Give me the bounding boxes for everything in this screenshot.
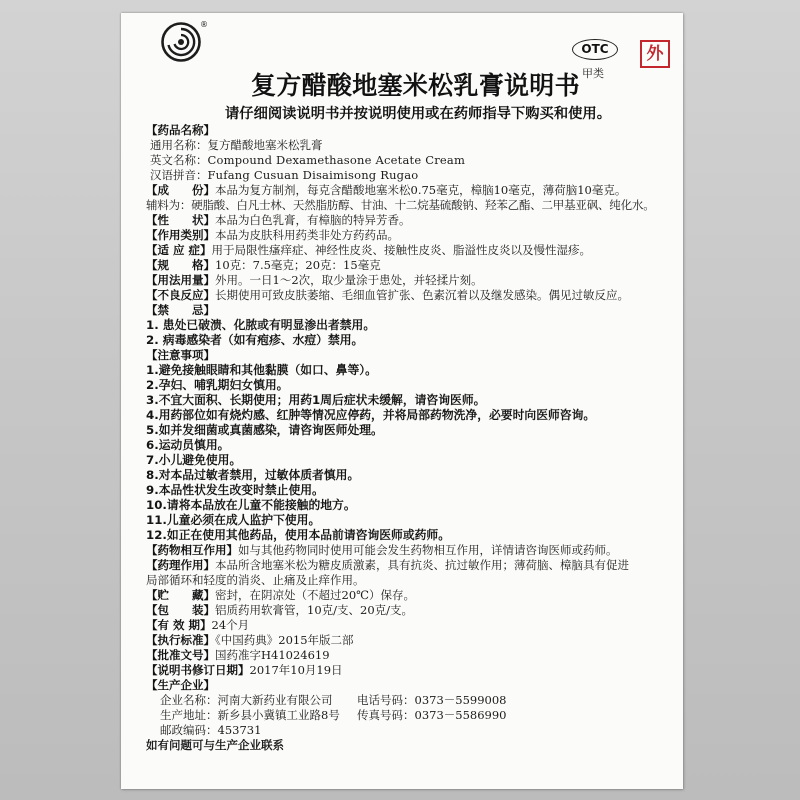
precautions-header: 【注意事项】 [146, 348, 215, 362]
composition-header: 【成 份】 [146, 183, 215, 197]
approval-line [146, 648, 670, 663]
excipients-text: 辅料为：硬脂酸、白凡士林、天然脂肪醇、甘油、十二烷基硫酸钠、羟苯乙酯、二甲基亚砜、纯化水。 [146, 198, 655, 212]
manufacturer-fax-label: 传真号码： [357, 708, 415, 722]
contraindications-header: 【禁 忌】 [146, 303, 215, 317]
manufacturer-address-label: 生产地址： [160, 708, 218, 722]
list-item: 2.孕妇、哺乳期妇女慎用。 [146, 378, 289, 392]
specification-line [146, 258, 670, 273]
interactions-header: 【药物相互作用】 [146, 543, 238, 557]
drug-name-header: 【药品名称】 [146, 123, 215, 137]
validity-header: 【有 效 期】 [146, 618, 212, 632]
manufacturer-fax [357, 708, 506, 723]
external-use-mark: 外 [640, 40, 670, 68]
contraindications-section [146, 303, 670, 318]
list-item: 1.避免接触眼睛和其他黏膜（如口、鼻等）。 [146, 363, 377, 377]
pharmacology-text-continued: 局部循环和轻度的消炎、止痛及止痒作用。 [146, 573, 365, 587]
contact-note: 如有问题可与生产企业联系 [146, 738, 284, 752]
manufacturer-address-row [146, 708, 670, 723]
otc-class-label: 甲类 [582, 67, 604, 80]
validity-line [146, 618, 670, 633]
appearance-text: 本品为白色乳膏，有樟脑的特异芳香。 [215, 213, 411, 227]
manufacturer-address [160, 708, 357, 723]
list-item: 10.请将本品放在儿童不能接触的地方。 [146, 498, 356, 512]
package-text: 铝质药用软膏管，10克/支、20克/支。 [215, 603, 414, 617]
composition-line [146, 183, 670, 198]
dosage-text: 外用。一日1～2次，取少量涂于患处，并轻揉片刻。 [215, 273, 483, 287]
list-item: 11.儿童必须在成人监护下使用。 [146, 513, 321, 527]
validity-text: 24个月 [211, 618, 250, 632]
manufacturer-name-value: 河南大新药业有限公司 [217, 693, 333, 707]
list-item: 4.用药部位如有烧灼感、红肿等情况应停药，并将局部药物洗净，必要时向医师咨询。 [146, 408, 596, 422]
manufacturer-phone-label: 电话号码： [357, 693, 415, 707]
pharmacology-text: 本品所含地塞米松为糖皮质激素，具有抗炎、抗过敏作用；薄荷脑、樟脑具有促进 [215, 558, 629, 572]
approval-text: 国药准字H41024619 [215, 648, 330, 662]
list-item: 3.不宜大面积、长期使用；用药1周后症状未缓解，请咨询医师。 [146, 393, 486, 407]
leaflet-body [146, 123, 670, 753]
pinyin-name-value: Fufang Cusuan Disaimisong Rugao [207, 168, 419, 182]
instruction-leaflet [121, 13, 683, 789]
pinyin-name-line [146, 168, 670, 183]
list-item: 7.小儿避免使用。 [146, 453, 242, 467]
pinyin-name-label: 汉语拼音： [150, 168, 208, 182]
interactions-text: 如与其他药物同时使用可能会发生药物相互作用，详情请咨询医师或药师。 [238, 543, 618, 557]
standard-text: 《中国药典》2015年版二部 [215, 633, 354, 647]
appearance-line [146, 213, 670, 228]
manufacturer-postcode-row [146, 723, 670, 738]
manufacturer-fax-value: 0373－5586990 [414, 708, 507, 722]
dosage-header: 【用法用量】 [146, 273, 215, 287]
storage-line [146, 588, 670, 603]
indications-text: 用于局限性瘙痒症、神经性皮炎、接触性皮炎、脂溢性皮炎以及慢性湿疹。 [211, 243, 592, 257]
english-name-value: Compound Dexamethasone Acetate Cream [207, 153, 466, 167]
pharmacology-line-continued [146, 573, 670, 588]
list-item: 2. 病毒感染者（如有疱疹、水痘）禁用。 [146, 333, 364, 347]
manufacturer-header: 【生产企业】 [146, 678, 215, 692]
list-item: 6.运动员慎用。 [146, 438, 230, 452]
registered-mark: ® [200, 20, 208, 29]
list-item: 5.如并发细菌或真菌感染，请咨询医师处理。 [146, 423, 383, 437]
manufacturer-postcode-label: 邮政编码： [160, 723, 218, 737]
category-line [146, 228, 670, 243]
package-line [146, 603, 670, 618]
adverse-reactions-text: 长期使用可致皮肤萎缩、毛细血管扩张、色素沉着以及继发感染。偶见过敏反应。 [215, 288, 629, 302]
adverse-reactions-line [146, 288, 670, 303]
drug-name-section [146, 123, 670, 138]
reading-notice: 请仔细阅读说明书并按说明使用或在药师指导下购买和使用。 [225, 106, 612, 122]
indications-header: 【适 应 症】 [146, 243, 212, 257]
revision-header: 【说明书修订日期】 [146, 663, 250, 677]
manufacturer-section [146, 678, 670, 693]
company-logo-icon [160, 21, 202, 63]
appearance-header: 【性 状】 [146, 213, 215, 227]
list-item: 8.对本品过敏者禁用，过敏体质者慎用。 [146, 468, 360, 482]
manufacturer-phone [357, 693, 506, 708]
generic-name-label: 通用名称： [150, 138, 208, 152]
category-header: 【作用类别】 [146, 228, 215, 242]
pharmacology-line [146, 558, 670, 573]
specification-text: 10克：7.5毫克；20克：15毫克 [215, 258, 381, 272]
manufacturer-name-label: 企业名称： [160, 693, 218, 707]
list-item: 12.如正在使用其他药品，使用本品前请咨询医师或药师。 [146, 528, 451, 542]
revision-line [146, 663, 670, 678]
english-name-line [146, 153, 670, 168]
manufacturer-phone-value: 0373－5599008 [414, 693, 507, 707]
composition-text: 本品为复方制剂，每克含醋酸地塞米松0.75毫克，樟脑10毫克，薄荷脑10毫克。 [215, 183, 627, 197]
category-text: 本品为皮肤科用药类非处方药药品。 [215, 228, 399, 242]
standard-header: 【执行标准】 [146, 633, 215, 647]
list-item: 9.本品性状发生改变时禁止使用。 [146, 483, 324, 497]
storage-header: 【贮 藏】 [146, 588, 215, 602]
generic-name-value: 复方醋酸地塞米松乳膏 [207, 138, 323, 152]
indications-line [146, 243, 670, 258]
english-name-label: 英文名称： [150, 153, 208, 167]
specification-header: 【规 格】 [146, 258, 215, 272]
manufacturer-name-row [146, 693, 670, 708]
precautions-section [146, 348, 670, 363]
manufacturer-address-value: 新乡县小冀镇工业路8号 [217, 708, 340, 722]
pharmacology-header: 【药理作用】 [146, 558, 215, 572]
generic-name-line [146, 138, 670, 153]
excipients-line [146, 198, 670, 213]
page-title: 复方醋酸地塞米松乳膏说明书 [251, 71, 580, 100]
revision-text: 2017年10月19日 [249, 663, 343, 677]
manufacturer-name [160, 693, 357, 708]
otc-badge: OTC [572, 39, 618, 60]
list-item: 1. 患处已破溃、化脓或有明显渗出者禁用。 [146, 318, 376, 332]
standard-line [146, 633, 670, 648]
approval-header: 【批准文号】 [146, 648, 215, 662]
interactions-line [146, 543, 670, 558]
adverse-reactions-header: 【不良反应】 [146, 288, 215, 302]
storage-text: 密封，在阴凉处（不超过20℃）保存。 [215, 588, 415, 602]
package-header: 【包 装】 [146, 603, 215, 617]
manufacturer-postcode-value: 453731 [217, 723, 262, 737]
dosage-line [146, 273, 670, 288]
